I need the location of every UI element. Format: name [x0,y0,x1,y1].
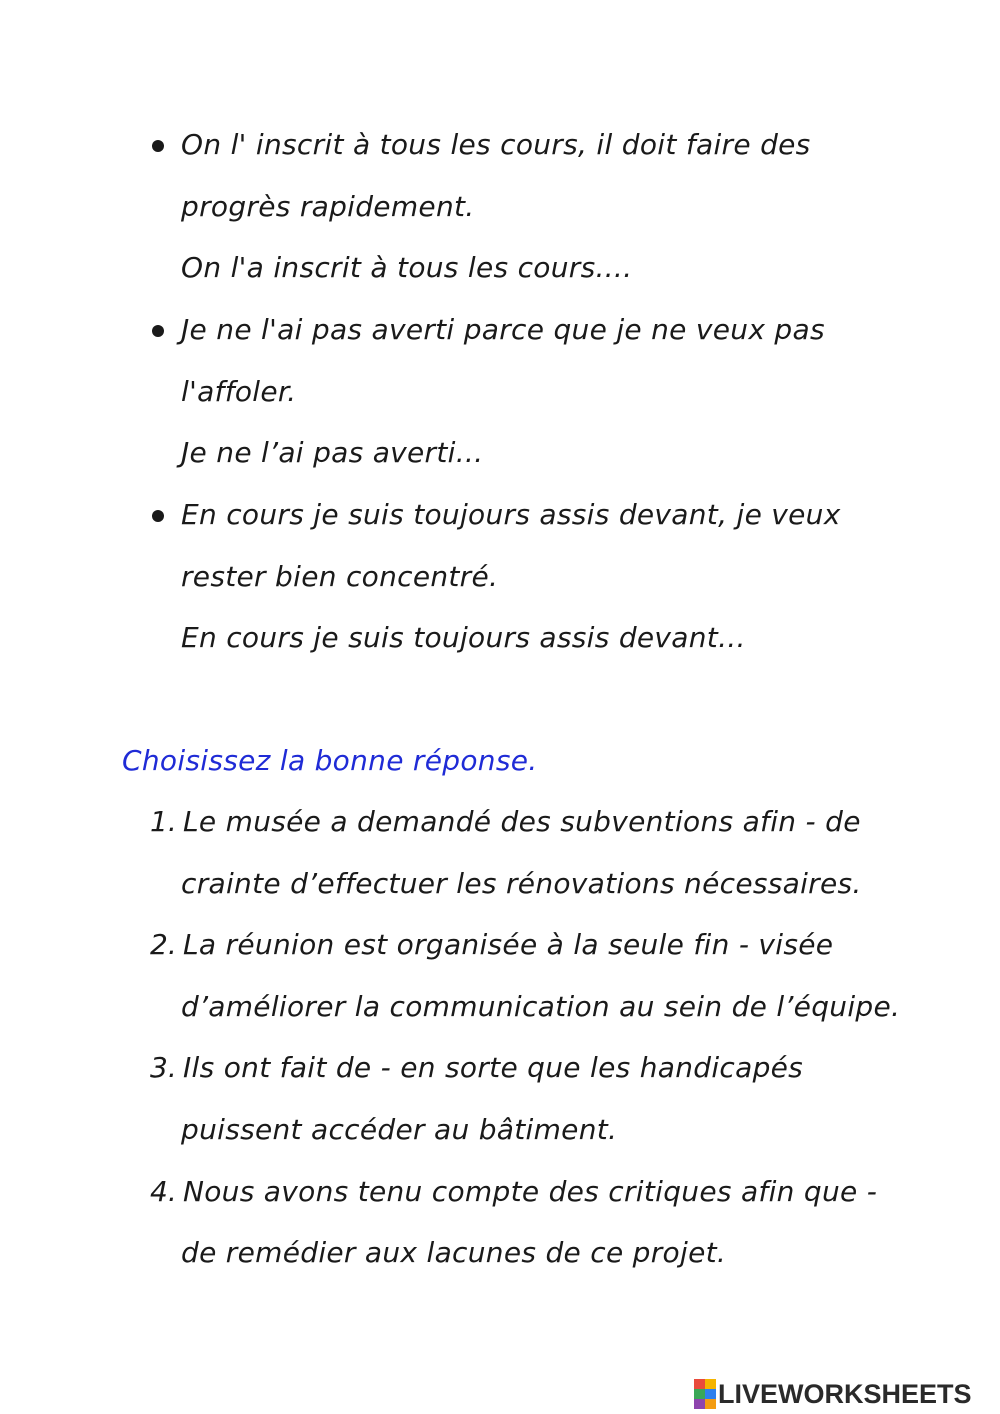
item-1-line-1: On l' inscrit à tous les cours, il doit faire des [181,128,811,161]
bullet-2 [152,325,164,337]
question-4-line-1: Nous avons tenu compte des critiques afin que - [183,1175,878,1208]
logo-text: LIVEWORKSHEETS [718,1378,972,1409]
question-3-line-2: puissent accéder au bâtiment. [181,1113,618,1146]
liveworksheets-logo[interactable] [694,1374,972,1414]
question-4-line-2: de remédier aux lacunes de ce projet. [181,1236,727,1269]
item-1-line-2: progrès rapidement. [181,190,475,223]
question-1-line-1: Le musée a demandé des subventions afin - de [183,805,861,838]
item-number-1: 1. [150,805,177,838]
item-2-line-1: Je ne l'ai pas averti parce que je ne veux pas [181,313,825,346]
item-number-3: 3. [150,1051,177,1084]
exercise-2-heading: Choisissez la bonne réponse. [122,744,538,777]
item-3-line-2: rester bien concentré. [181,560,499,593]
question-2-line-2: d’améliorer la communication au sein de l’équipe. [181,990,901,1023]
question-3-line-1: Ils ont fait de - en sorte que les handicapés [183,1051,804,1084]
liveworksheets-logo-icon [694,1379,716,1409]
item-3-line-1: En cours je suis toujours assis devant, je veux [181,498,841,531]
question-2-line-1: La réunion est organisée à la seule fin - visée [183,928,834,961]
item-number-2: 2. [150,928,177,961]
question-1-line-2: crainte d’effectuer les rénovations nécessaires. [181,867,862,900]
bullet-1 [152,140,164,152]
item-3-answer: En cours je suis toujours assis devant... [181,621,746,654]
item-number-4: 4. [150,1175,177,1208]
item-2-answer: Je ne l’ai pas averti... [181,436,484,469]
item-2-line-2: l'affoler. [181,375,297,408]
item-1-answer: On l'a inscrit à tous les cours.... [181,251,633,284]
bullet-3 [152,510,164,522]
